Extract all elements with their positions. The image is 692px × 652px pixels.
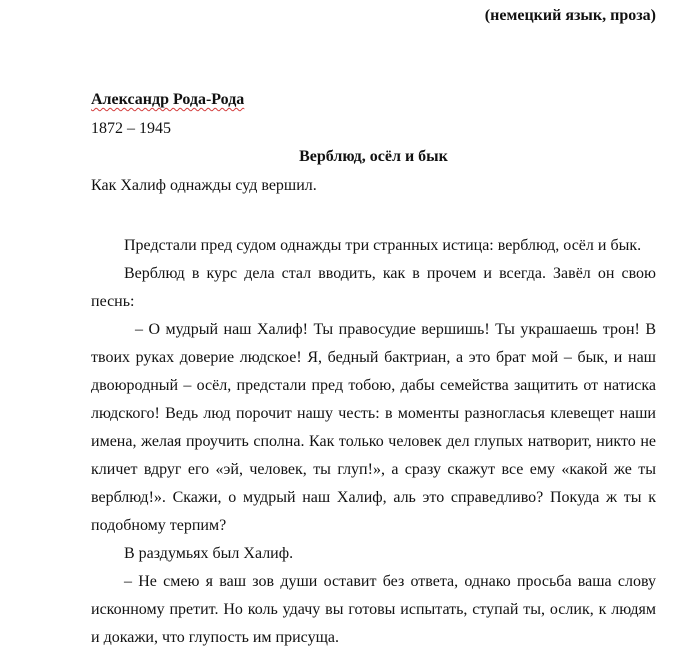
author-years: 1872 – 1945 (91, 120, 171, 137)
story-body (91, 232, 656, 652)
paragraph: В раздумьях был Халиф. (124, 545, 294, 562)
paragraph: – Не смею я ваш зов души оставит без ответа, однако просьба ваша слову исконному претит. Но коль удачу вы готовы испытать, ступай ты, ослик, к людям и докажи, что глупость им присуща. (91, 573, 656, 646)
story-subtitle: Как Халиф однажды суд вершил. (91, 177, 317, 194)
paragraph: Предстали пред судом однажды три странных истица: верблюд, осёл и бык. (124, 237, 642, 254)
story-title: Верблюд, осёл и бык (299, 148, 448, 165)
paragraph: – О мудрый наш Халиф! Ты правосудие вершишь! Ты украшаешь трон! В твоих руках доверие людское! Я, бедный бактриан, а это брат мой – бык, и наш двоюродный – осёл, предстали пред тобою, дабы семейства защитить от натиска людского! Ведь люд порочит нашу честь: в моменты разногласья клевещет наши имена, желая проучить сполна. Как только человек дел глупых натворит, никто не кличет вдруг его «эй, человек, ты глуп!», а сразу скажут все ему «какой же ты верблюд!». Скажи, о мудрый наш Халиф, аль это справедливо? Покуда ж ты к подобному терпим? (91, 321, 656, 534)
author-name: Александр Рода-Рода (91, 91, 245, 108)
language-genre-note: (немецкий язык, проза) (484, 7, 656, 24)
paragraph: Верблюд в курс дела стал вводить, как в прочем и всегда. Завёл он свою песнь: (91, 265, 656, 310)
